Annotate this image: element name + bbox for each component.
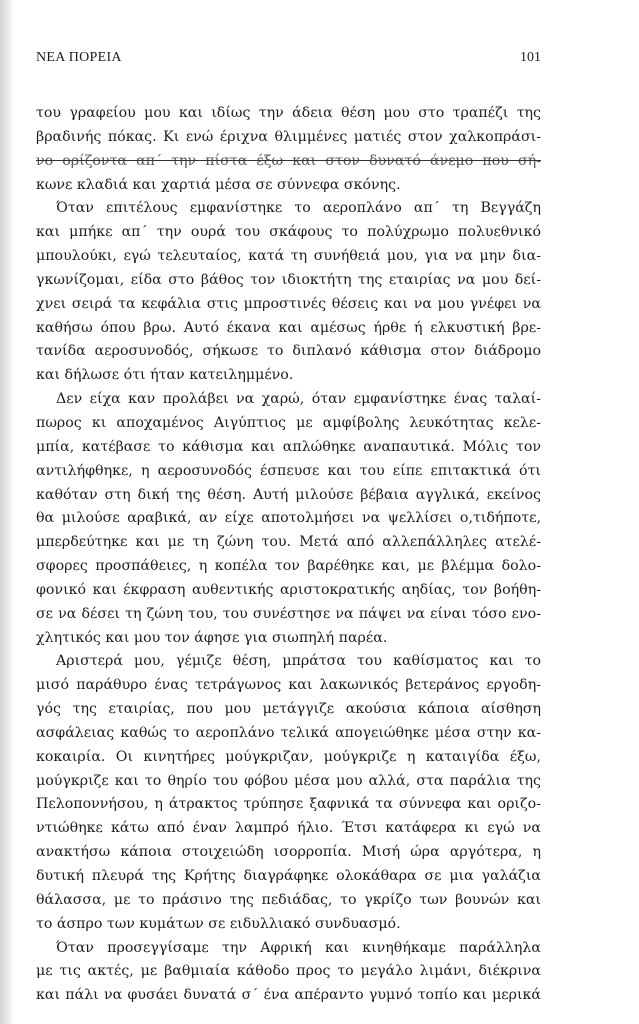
text-line: κοκαιρία. Οι κινητήρες μούγκριζαν, μούγκριζε η καταιγίδα έξω, [36,748,541,765]
text-line: ασφάλειας καθώς το αεροπλάνο τελικά απογειώθηκε μέσα στην κα- [36,724,541,741]
text-line: μπουλούκι, εγώ τελευταίος, κατά τη συνήθειά μου, για να μην δια- [36,248,541,265]
text-line: του γραφείου μου και ιδίως την άδεια θέση μου στο τραπέζι της [36,105,541,121]
page-spine-shadow [0,0,14,1024]
text-line: νο ορίζοντα απ΄ την πίστα έξω και στον δυνατό άνεμο που σή- [36,152,541,169]
text-line: καθήσω όπου βρω. Αυτό έκανα και αμέσως ήρθε ή ελκυστική βρε- [36,319,541,336]
text-line: ανακτήσω κάποια στοιχειώδη ισορροπία. Μισή ώρα αργότερα, η [36,844,541,861]
text-line: μπία, κατέβασε το κάθισμα και απλώθηκε αναπαυτικά. Μόλις τον [36,438,541,455]
paragraph-first-line: Αριστερά μου, γέμιζε θέση, μπράτσα του καθίσματος και το [56,653,541,670]
text-line: αντιλήφθηκε, η αεροσυνοδός έσπευσε και του είπε επιτακτικά ότι [36,462,541,479]
text-line: Πελοποννήσου, η άτρακτος τρύπησε ξαφνικά τα σύννεφα και οριζο- [36,796,541,813]
page-header [36,50,541,70]
text-line: δυτική πλευρά της Κρήτης διαγράφηκε ολοκάθαρα σε μια γαλάζια [36,868,541,884]
text-line: και μπήκε απ΄ την ουρά του σκάφους το πολύχρωμο πολυεθνικό [36,224,541,241]
text-line: πωρος κι αποχαμένος Αιγύπτιος με αμφίβολης λευκότητας κελε- [36,414,541,431]
text-line: φονικό και έκφραση αυθεντικής αριστοκρατικής αηδίας, τον βοήθη- [36,581,541,598]
text-line: κωνε κλαδιά και χαρτιά μέσα σε σύννεφα σκόνης. [36,176,401,193]
text-line: τανίδα αεροσυνοδός, σήκωσε το διπλανό κάθισμα στον διάδρομο [36,343,541,360]
text-line: θάλασσα, με το πράσινο της πεδιάδας, το γκρίζο των βουνών και [36,891,541,908]
page-number: 101 [520,50,541,65]
text-line: και δήλωσε ότι ήταν κατειλημμένο. [36,367,294,384]
text-line: γκωνίζομαι, είδα στο βάθος τον ιδιοκτήτη της εταιρίας να μου δεί- [36,271,541,288]
text-line: θα μιλούσε αραβικά, αν είχε αποτολμήσει να ψελλίσει ο,τιδήποτε, [36,510,541,527]
text-line: και πάλι να φυσάει δυνατά σ΄ ένα απέραντο γυμνό τοπίο και μερικά [36,987,541,1004]
text-line: βραδινής πόκας. Κι ενώ έριχνα θλιμμένες ματιές στον χαλκοπράσι- [36,128,541,145]
text-line: καθόταν στη δική της θέση. Αυτή μιλούσε βέβαια αγγλικά, εκείνος [36,486,541,503]
running-head: ΝΕΑ ΠΟΡΕΙΑ [36,50,122,65]
text-line: γός της εταιρίας, που μου μετάγγιζε ακούσια κάποια αίσθηση [36,701,541,718]
text-line: με τις ακτές, με βαθμιαία κάθοδο προς το μεγάλο λιμάνι, διέκρινα [36,963,541,980]
text-line: το άσπρο των κυμάτων σε ειδυλλιακό συνδυασμό. [36,915,401,932]
text-line: χλητικός και μου τον άφησε για σιωπηλή παρέα. [36,629,388,646]
paragraph-first-line: Όταν επιτέλους εμφανίστηκε το αεροπλάνο απ΄ τη Βεγγάζη [56,200,541,217]
text-line: ντιώθηκε κάτω από έναν λαμπρό ήλιο. Έτσι κατάφερα κι εγώ να [36,820,541,837]
text-line: μισό παράθυρο ένας τετράγωνος και λακωνικός βετεράνος εργοδη- [36,677,541,694]
text-line: μπερδεύτηκε και με τη ζώνη του. Μετά από αλλεπάλληλες ατελέ- [36,534,541,551]
text-line: χνει σειρά τα κεφάλια στις μπροστινές θέσεις και να μου γνέφει να [36,295,541,312]
text-line: σε να δέσει τη ζώνη του, του συνέστησε να πάψει να είναι τόσο ενο- [36,605,541,622]
text-line: μούγκριζε και το θηρίο του φόβου μέσα μου αλλά, στα παράλια της [36,772,541,789]
paragraph-first-line: Δεν είχα καν προλάβει να χαρώ, όταν εμφανίστηκε ένας ταλαί- [56,391,541,408]
paragraph-first-line: Όταν προσεγγίσαμε την Αφρική και κινηθήκαμε παράλληλα [56,939,541,956]
text-line: σφορες προσπάθειες, η κοπέλα τον βαρέθηκε και, με βλέμμα δολο- [36,558,541,575]
body-text [36,102,541,1008]
